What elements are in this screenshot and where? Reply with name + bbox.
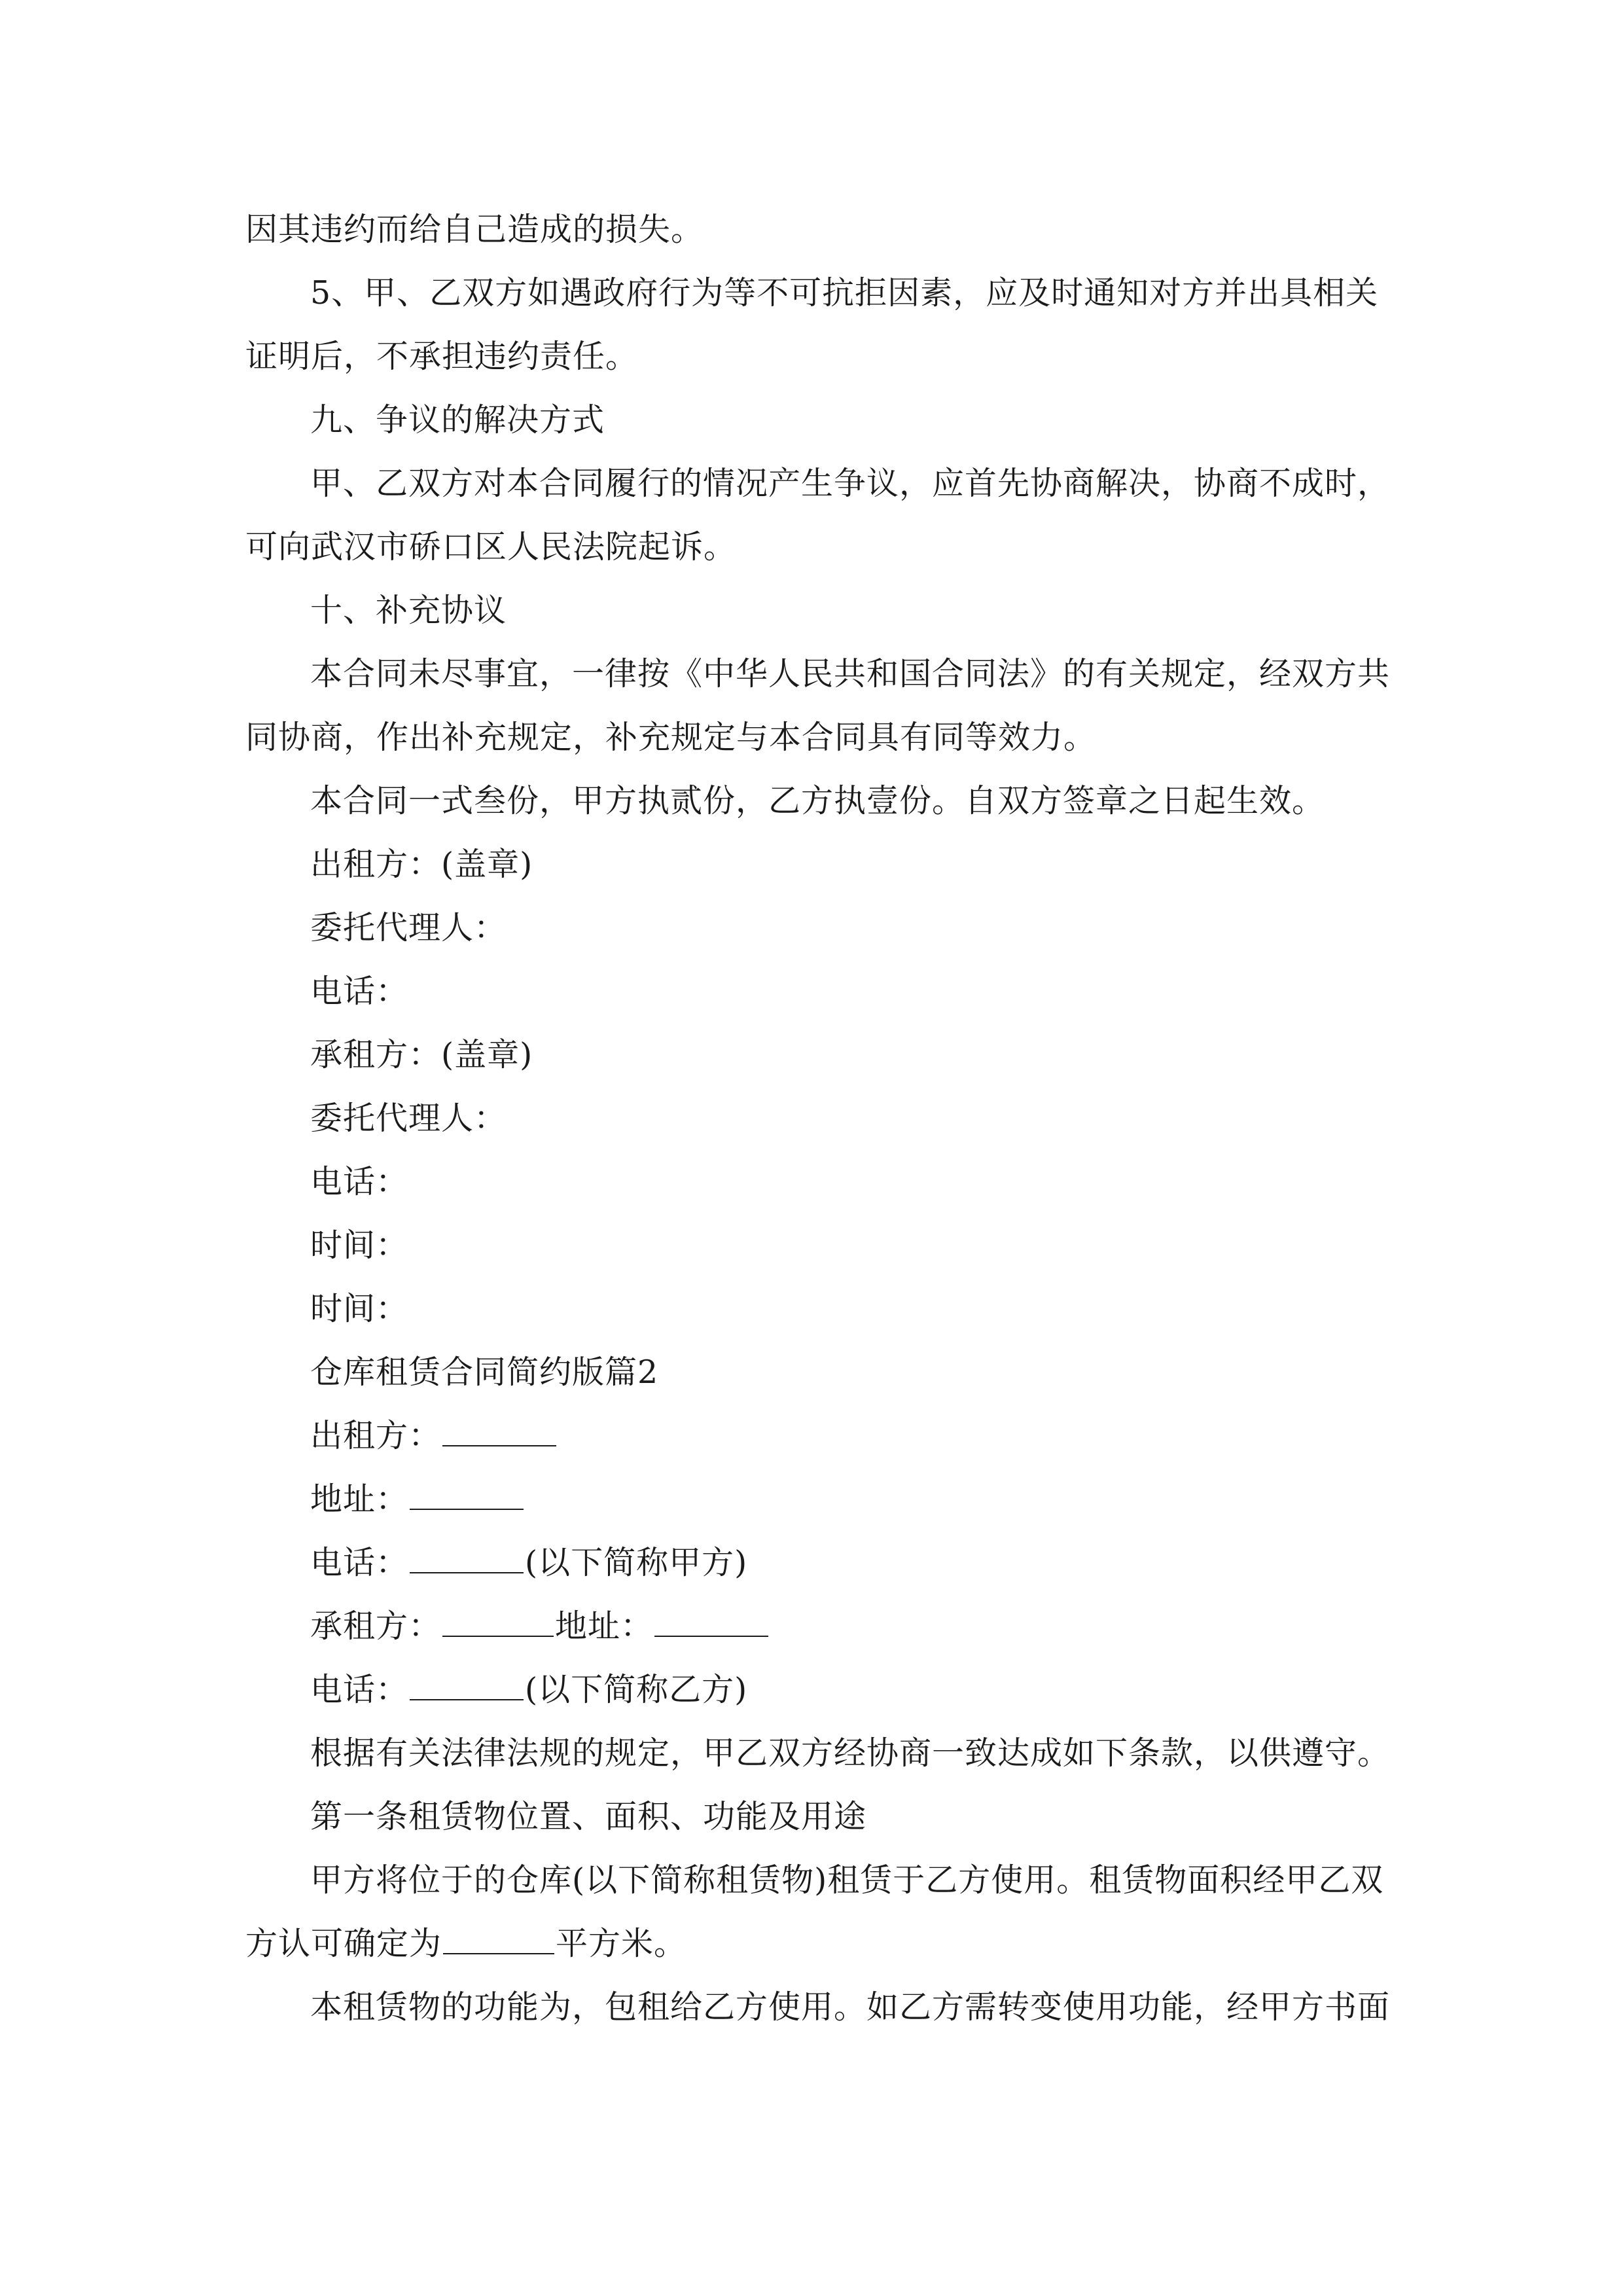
text-line: 甲、乙双方对本合同履行的情况产生争议，应首先协商解决，协商不成时， bbox=[310, 465, 1391, 502]
signature-agent: 委托代理人： bbox=[310, 1100, 507, 1137]
signature-phone: 电话： bbox=[310, 1163, 409, 1200]
text-line: 5、甲、乙双方如遇政府行为等不可抗拒因素，应及时通知对方并出具相关 bbox=[310, 274, 1379, 312]
form-note: (以下简称乙方) bbox=[525, 1671, 748, 1708]
section-heading: 十、补充协议 bbox=[310, 592, 507, 629]
signature-lessor: 出租方：(盖章) bbox=[310, 846, 533, 883]
text-line: 本合同一式叁份，甲方执贰份，乙方执壹份。自双方签章之日起生效。 bbox=[310, 782, 1325, 819]
blank-line bbox=[410, 1543, 524, 1573]
form-label: 出租方： bbox=[310, 1417, 442, 1454]
text-line: 本租赁物的功能为，包租给乙方使用。如乙方需转变使用功能，经甲方书面 bbox=[310, 1988, 1391, 2026]
blank-line bbox=[654, 1607, 768, 1637]
form-lessor-row bbox=[310, 1416, 558, 1456]
blank-line bbox=[442, 1416, 556, 1446]
text-fragment: 平方米。 bbox=[556, 1925, 687, 1962]
text-line: 同协商，作出补充规定，补充规定与本合同具有同等效力。 bbox=[245, 719, 1097, 756]
text-line: 根据有关法律法规的规定，甲乙双方经协商一致达成如下条款，以供遵守。 bbox=[310, 1734, 1391, 1772]
blank-line bbox=[410, 1670, 524, 1700]
blank-line bbox=[443, 1924, 554, 1954]
article-heading: 第一条租赁物位置、面积、功能及用途 bbox=[310, 1798, 867, 1835]
form-label: 地址： bbox=[555, 1607, 654, 1645]
form-phone-row bbox=[310, 1670, 747, 1710]
section-heading: 九、争议的解决方式 bbox=[310, 401, 605, 439]
form-note: (以下简称甲方) bbox=[525, 1544, 748, 1581]
signature-phone: 电话： bbox=[310, 973, 409, 1010]
text-line: 可向武汉市硚口区人民法院起诉。 bbox=[245, 528, 737, 565]
signature-date: 时间： bbox=[310, 1290, 409, 1327]
form-phone-row bbox=[310, 1543, 747, 1583]
text-line: 甲方将位于的仓库(以下简称租赁物)租赁于乙方使用。租赁物面积经甲乙双 bbox=[310, 1861, 1384, 1899]
form-lessee-row bbox=[310, 1607, 770, 1646]
signature-agent: 委托代理人： bbox=[310, 909, 507, 946]
form-address-row bbox=[310, 1480, 525, 1519]
section-title: 仓库租赁合同简约版篇2 bbox=[310, 1354, 659, 1391]
blank-line bbox=[442, 1607, 554, 1637]
text-line: 证明后，不承担违约责任。 bbox=[245, 338, 639, 375]
text-line: 本合同未尽事宜，一律按《中华人民共和国合同法》的有关规定，经双方共 bbox=[310, 655, 1391, 692]
text-line: 因其违约而给自己造成的损失。 bbox=[245, 211, 704, 248]
form-label: 电话： bbox=[310, 1544, 409, 1581]
text-fragment: 方认可确定为 bbox=[245, 1925, 442, 1962]
form-label: 电话： bbox=[310, 1671, 409, 1708]
signature-date: 时间： bbox=[310, 1227, 409, 1264]
form-label: 承租方： bbox=[310, 1607, 442, 1645]
area-row bbox=[245, 1924, 687, 1964]
form-label: 地址： bbox=[310, 1480, 409, 1518]
blank-line bbox=[410, 1480, 524, 1510]
signature-lessee: 承租方：(盖章) bbox=[310, 1036, 533, 1073]
